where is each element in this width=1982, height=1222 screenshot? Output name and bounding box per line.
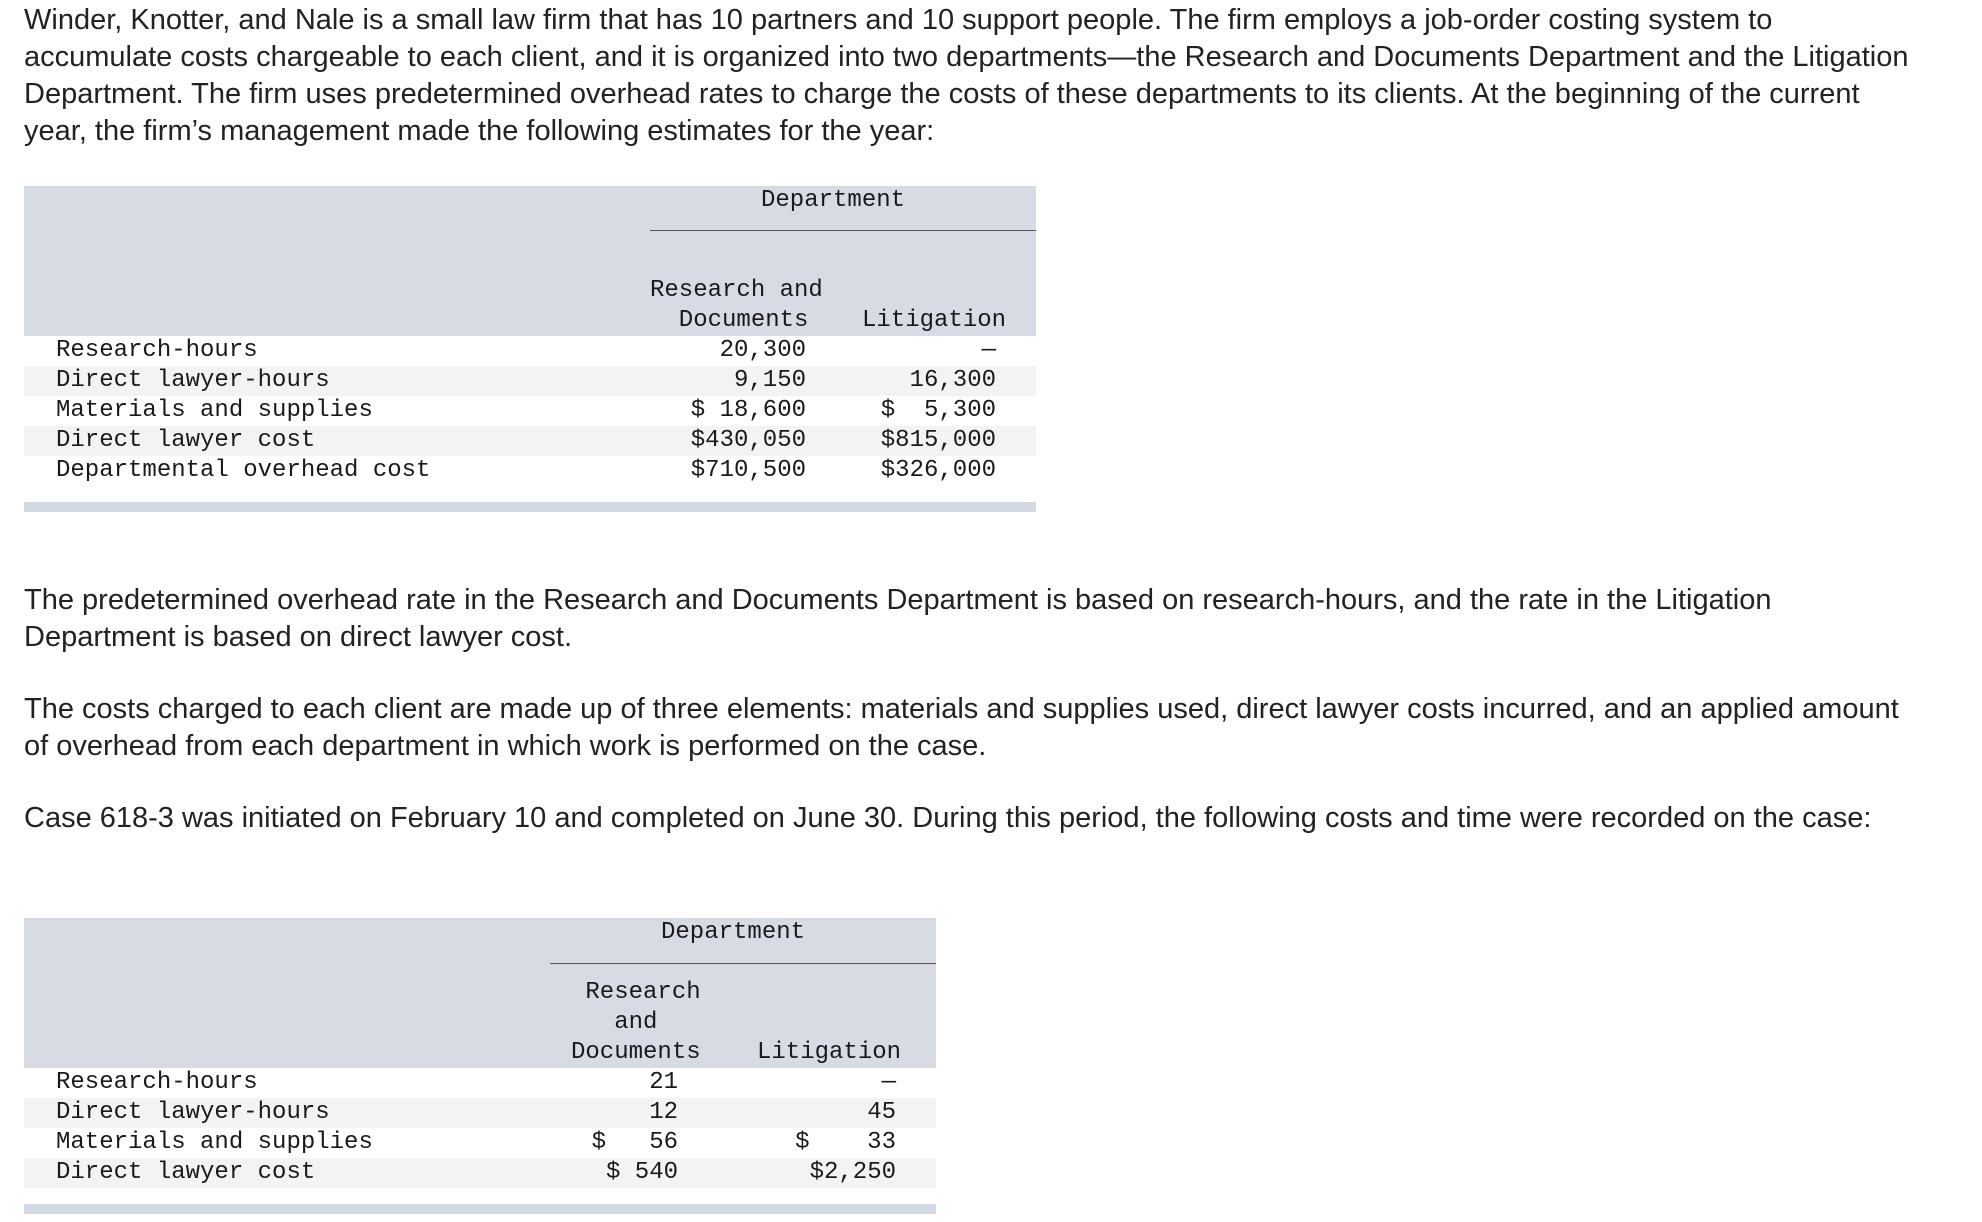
case-paragraph: Case 618-3 was initiated on February 10 and completed on June 30. During this period, the following costs and time were recorded on the case: — [24, 802, 1872, 834]
litigation-value: 16,300 — [909, 367, 996, 394]
cost-elements-paragraph: The costs charged to each client are made up of three elements: materials and supplies used, direct lawyer costs incurred, and an applied amount of overhead from each department in which work is performed on the case. — [24, 693, 1899, 762]
litigation-value: — — [881, 1069, 896, 1096]
estimates-table-footer-bar — [24, 502, 1036, 512]
row-label: Departmental overhead cost — [56, 457, 431, 484]
case-research-documents-header: Research and Documents — [571, 979, 701, 1066]
research-documents-value: $ 18,600 — [690, 397, 806, 424]
row-label: Direct lawyer-hours — [56, 1099, 330, 1126]
row-label: Materials and supplies — [56, 1129, 373, 1156]
research-documents-value: $710,500 — [690, 457, 806, 484]
table-row — [24, 1128, 936, 1158]
case-department-underline — [550, 963, 936, 964]
case-table-footer-bar — [24, 1204, 936, 1214]
litigation-value: $815,000 — [880, 427, 996, 454]
row-label: Direct lawyer-hours — [56, 367, 330, 394]
row-label: Research-hours — [56, 337, 258, 364]
research-documents-value: 12 — [649, 1099, 678, 1126]
litigation-value: $ 33 — [795, 1129, 896, 1156]
table-row — [24, 366, 1036, 396]
row-label: Materials and supplies — [56, 397, 373, 424]
research-documents-value: $ 540 — [605, 1159, 678, 1186]
row-label: Direct lawyer cost — [56, 427, 316, 454]
litigation-value: $326,000 — [880, 457, 996, 484]
research-documents-value: 9,150 — [733, 367, 806, 394]
litigation-value: $2,250 — [809, 1159, 896, 1186]
table-row — [24, 336, 1036, 366]
table-row — [24, 1098, 936, 1128]
research-documents-value: 21 — [649, 1069, 678, 1096]
estimates-litigation-header: Litigation — [862, 307, 1007, 334]
table-row — [24, 396, 1036, 426]
estimates-department-underline — [650, 230, 1036, 231]
research-documents-value: $ 56 — [591, 1129, 678, 1156]
litigation-value: — — [981, 337, 996, 364]
estimates-research-documents-header: Research and Documents — [650, 277, 823, 334]
table-row — [24, 456, 1036, 486]
research-documents-value: 20,300 — [719, 337, 806, 364]
litigation-value: 45 — [867, 1099, 896, 1126]
table-row — [24, 1158, 936, 1188]
estimates-department-header: Department — [761, 187, 906, 214]
litigation-value: $ 5,300 — [880, 397, 996, 424]
overhead-rate-paragraph: The predetermined overhead rate in the Research and Documents Department is based on research-hours, and the rate in the Litigation Department is based on direct lawyer cost. — [24, 584, 1772, 653]
row-label: Direct lawyer cost — [56, 1159, 316, 1186]
case-litigation-header: Litigation — [757, 1039, 902, 1066]
case-table — [24, 918, 936, 1218]
case-department-header: Department — [661, 919, 806, 946]
intro-paragraph: Winder, Knotter, and Nale is a small law firm that has 10 partners and 10 support people. The firm employs a job-order costing system to accumulate costs chargeable to each client, and it is organized into two departments—the Research and Documents Department and the Litigation Department. The firm uses predetermined overhead rates to charge the costs of these departments to its clients. At the beginning of the current year, the firm’s management made the following estimates for the year: — [24, 4, 1909, 147]
estimates-table — [24, 186, 1036, 512]
table-row — [24, 426, 1036, 456]
table-row — [24, 1068, 936, 1098]
research-documents-value: $430,050 — [690, 427, 806, 454]
row-label: Research-hours — [56, 1069, 258, 1096]
